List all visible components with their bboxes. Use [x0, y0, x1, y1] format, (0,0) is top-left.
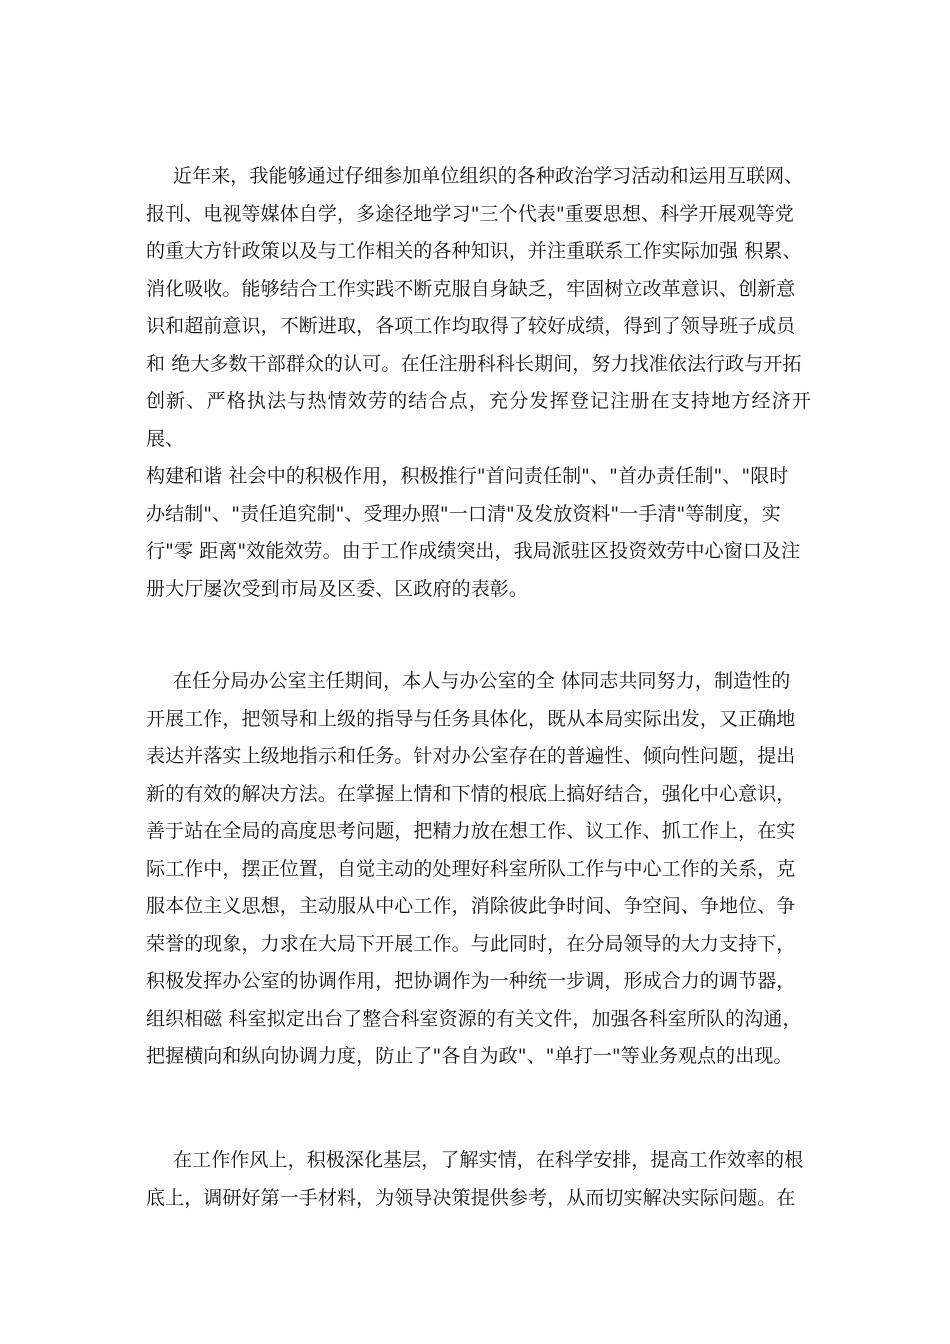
paragraph-line: 开展工作，把领导和上级的指导与任务具体化，既从本局实际出发，又正确地	[146, 707, 796, 730]
paragraph-2	[146, 663, 811, 1076]
paragraph-1	[146, 158, 811, 608]
paragraph-line: 积极发挥办公室的协调作用，把协调作为一种统一步调，形成合力的调节器，	[146, 970, 796, 992]
paragraph-line: 组织相磁 科室拟定出台了整合科室资源的有关文件，加强各科室所队的沟通，	[146, 1007, 802, 1030]
paragraph-line: 在工作作风上，积极深化基层，了解实情，在科学安排，提高工作效率的根	[173, 1149, 804, 1171]
paragraph-line: 创新、严格执法与热情效劳的结合点，充分发挥登记注册在支持地方经济开展、	[146, 390, 811, 450]
paragraph-line: 的重大方针政策以及与工作相关的各种知识，并注重联系工作实际加强 积累、	[146, 240, 802, 262]
paragraph-3	[146, 1142, 811, 1217]
paragraph-line: 识和超前意识，不断进取，各项工作均取得了较好成绩，得到了领导班子成员	[146, 315, 796, 337]
paragraph-line: 和 绝大多数干部群众的认可。在任注册科科长期间，努力找准依法行政与开拓	[146, 352, 802, 375]
paragraph-line: 行"零 距离"效能效劳。由于工作成绩突出，我局派驻区投资效劳中心窗口及注	[146, 540, 801, 562]
paragraph-line: 服本位主义思想，主动服从中心工作，消除彼此争时间、争空间、争地位、争	[146, 895, 796, 917]
paragraph-line: 在任分局办公室主任期间，本人与办公室的全 体同志共同努力，制造性的	[173, 670, 791, 692]
paragraph-line: 册大厅屡次受到市局及区委、区政府的表彰。	[146, 577, 529, 600]
paragraph-line: 构建和谐 社会中的积极作用，积极推行"首问责任制"、"首办责任制"、"限时	[146, 465, 789, 487]
paragraph-line: 新的有效的解决方法。在掌握上情和下情的根底上搞好结合，强化中心意识，	[146, 782, 796, 805]
paragraph-line: 消化吸收。能够结合工作实践不断克服自身缺乏，牢固树立改革意识、创新意	[146, 277, 796, 300]
paragraph-line: 荣誉的现象，力求在大局下开展工作。与此同时，在分局领导的大力支持下，	[146, 932, 796, 955]
paragraph-line: 办结制"、"责任追究制"、受理办照"一口清"及发放资料"一手清"等制度，实	[146, 502, 781, 525]
paragraph-line: 际工作中，摆正位置，自觉主动的处理好科室所队工作与中心工作的关系，克	[146, 857, 796, 880]
paragraph-line: 底上，调研好第一手材料，为领导决策提供参考，从而切实解决实际问题。在	[146, 1186, 796, 1209]
paragraph-line: 把握横向和纵向协调力度，防止了"各自为政"、"单打一"等业务观点的出现。	[146, 1045, 793, 1067]
paragraph-line: 表达并落实上级地指示和任务。针对办公室存在的普遍性、倾向性问题，提出	[146, 745, 796, 767]
paragraph-line: 报刊、电视等媒体自学，多途径地学习"三个代表"重要思想、科学开展观等党	[146, 202, 794, 225]
paragraph-line: 善于站在全局的高度思考问题，把精力放在想工作、议工作、抓工作上，在实	[146, 820, 796, 842]
paragraph-line: 近年来，我能够通过仔细参加单位组织的各种政治学习活动和运用互联网、	[173, 165, 804, 187]
